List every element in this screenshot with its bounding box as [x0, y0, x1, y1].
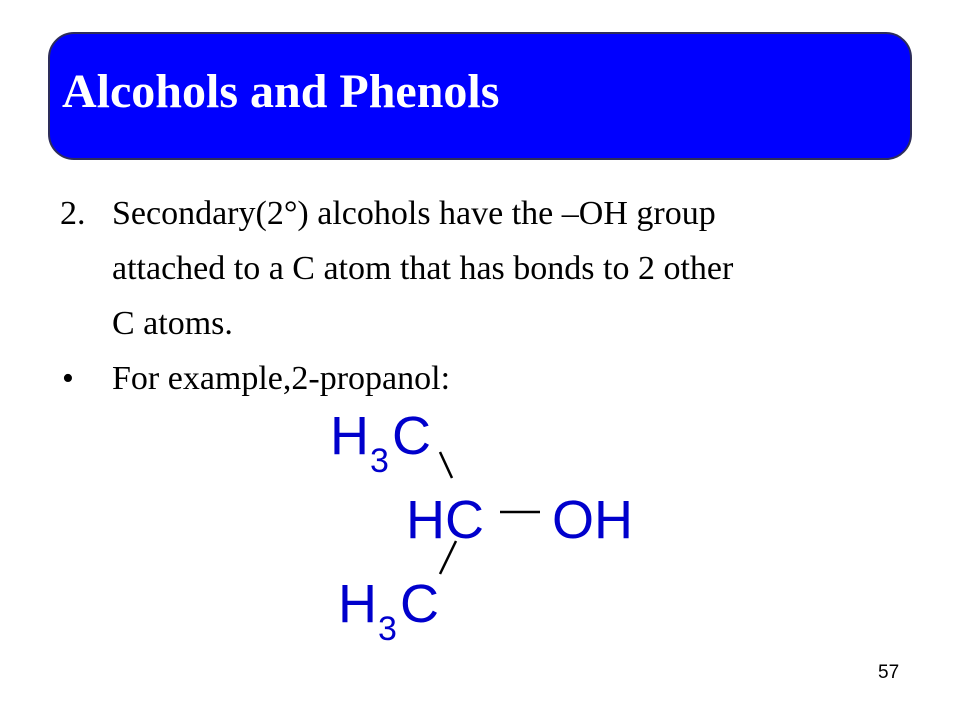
bottom-methyl-c: C — [400, 574, 439, 634]
slide-title: Alcohols and Phenols — [62, 65, 500, 118]
list-item-number: 2. — [60, 195, 86, 232]
top-methyl-subscript: 3 — [370, 442, 389, 480]
list-item-line-3: C atoms. — [112, 305, 233, 342]
bullet-text: For example,2-propanol: — [112, 360, 451, 397]
structural-formula-2-propanol — [320, 400, 650, 650]
top-methyl-c: C — [392, 406, 431, 466]
bullet-icon: • — [62, 360, 74, 397]
hydroxyl-group: OH — [552, 490, 633, 550]
bottom-methyl-h: H — [338, 574, 377, 634]
list-item-line-1: Secondary(2°) alcohols have the –OH group — [112, 195, 716, 232]
bottom-methyl-subscript: 3 — [378, 610, 397, 648]
page-number: 57 — [878, 662, 900, 683]
bond-top — [440, 452, 452, 478]
central-ch-group: HC — [406, 490, 484, 550]
top-methyl-h: H — [330, 406, 369, 466]
list-item-line-2: attached to a C atom that has bonds to 2 other — [112, 250, 734, 287]
title-banner — [48, 32, 912, 160]
